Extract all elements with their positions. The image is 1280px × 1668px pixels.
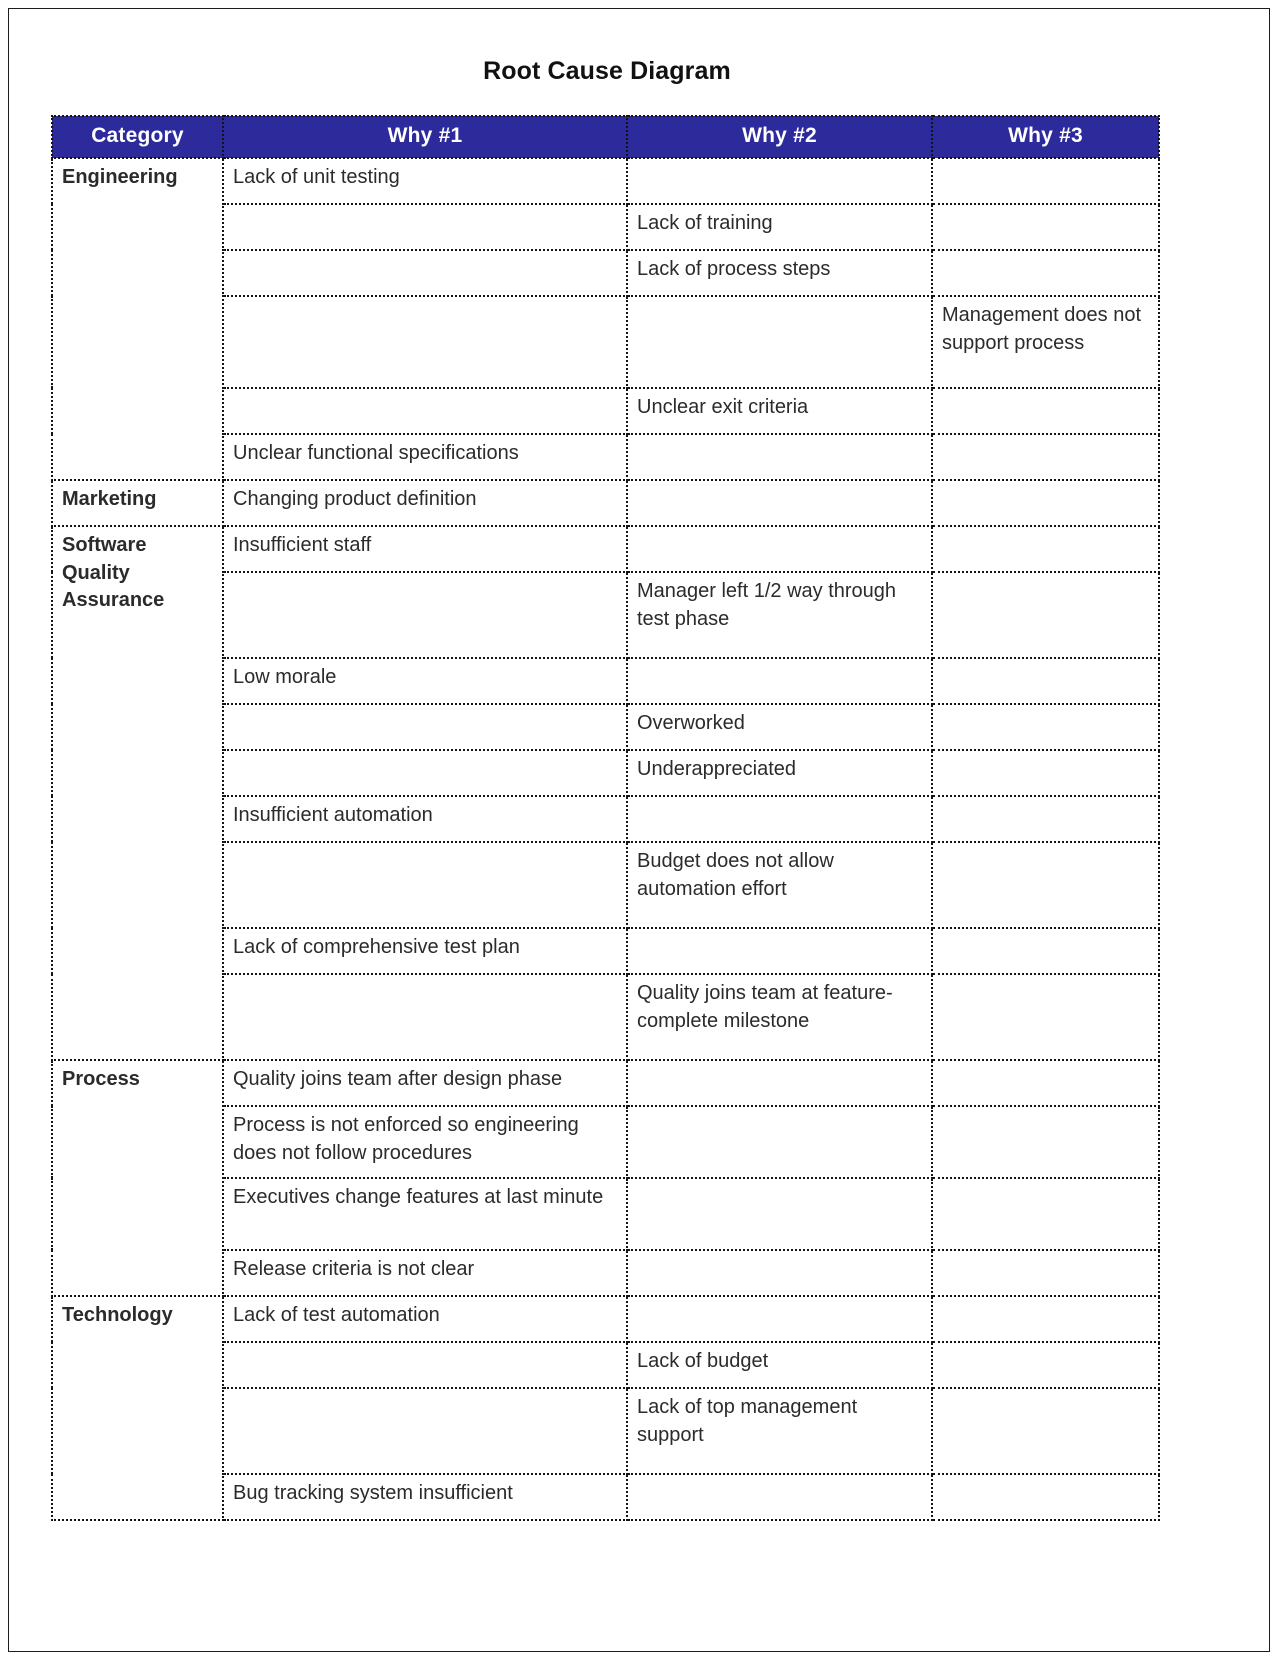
empty-cell-why2 bbox=[627, 928, 932, 974]
empty-cell-why2 bbox=[627, 1474, 932, 1520]
cause-cell-why1: Unclear functional specifications bbox=[223, 434, 627, 480]
cause-cell-why2: Overworked bbox=[627, 704, 932, 750]
empty-cell-why1 bbox=[223, 250, 627, 296]
cause-cell-why2: Lack of top management support bbox=[627, 1388, 932, 1474]
empty-cell-why2 bbox=[627, 158, 932, 204]
cause-cell-why1: Release criteria is not clear bbox=[223, 1250, 627, 1296]
empty-cell-why3 bbox=[932, 704, 1159, 750]
empty-cell-why3 bbox=[932, 204, 1159, 250]
empty-cell-why3 bbox=[932, 842, 1159, 928]
empty-cell-why3 bbox=[932, 928, 1159, 974]
empty-cell-why3 bbox=[932, 1250, 1159, 1296]
table-row bbox=[52, 526, 1159, 572]
empty-cell-why2 bbox=[627, 1178, 932, 1250]
cause-cell-why2: Unclear exit criteria bbox=[627, 388, 932, 434]
empty-cell-why3 bbox=[932, 388, 1159, 434]
root-cause-table bbox=[51, 115, 1160, 1521]
cause-cell-why1: Process is not enforced so engineering does not follow procedures bbox=[223, 1106, 627, 1178]
empty-cell-why2 bbox=[627, 296, 932, 388]
table-body bbox=[52, 158, 1159, 1520]
table-row bbox=[52, 1296, 1159, 1342]
root-cause-table-wrapper bbox=[51, 115, 1158, 1521]
empty-cell-why3 bbox=[932, 1474, 1159, 1520]
cause-cell-why2: Budget does not allow automation effort bbox=[627, 842, 932, 928]
empty-cell-why3 bbox=[932, 796, 1159, 842]
column-header-why1: Why #1 bbox=[223, 116, 627, 158]
empty-cell-why3 bbox=[932, 158, 1159, 204]
cause-cell-why1: Bug tracking system insufficient bbox=[223, 1474, 627, 1520]
cause-cell-why1: Insufficient automation bbox=[223, 796, 627, 842]
page-sheet bbox=[8, 8, 1270, 1652]
cause-cell-why1: Executives change features at last minute bbox=[223, 1178, 627, 1250]
empty-cell-why3 bbox=[932, 1106, 1159, 1178]
cause-cell-why2: Lack of process steps bbox=[627, 250, 932, 296]
cause-cell-why3: Management does not support process bbox=[932, 296, 1159, 388]
empty-cell-why3 bbox=[932, 480, 1159, 526]
empty-cell-why3 bbox=[932, 750, 1159, 796]
empty-cell-why1 bbox=[223, 842, 627, 928]
empty-cell-why3 bbox=[932, 1388, 1159, 1474]
cause-cell-why1: Insufficient staff bbox=[223, 526, 627, 572]
empty-cell-why3 bbox=[932, 974, 1159, 1060]
cause-cell-why1: Lack of unit testing bbox=[223, 158, 627, 204]
empty-cell-why1 bbox=[223, 974, 627, 1060]
empty-cell-why1 bbox=[223, 1388, 627, 1474]
empty-cell-why1 bbox=[223, 704, 627, 750]
table-row bbox=[52, 158, 1159, 204]
cause-cell-why1: Quality joins team after design phase bbox=[223, 1060, 627, 1106]
column-header-category: Category bbox=[52, 116, 223, 158]
category-cell: Process bbox=[52, 1060, 223, 1296]
empty-cell-why3 bbox=[932, 250, 1159, 296]
category-cell: Engineering bbox=[52, 158, 223, 480]
empty-cell-why2 bbox=[627, 434, 932, 480]
empty-cell-why3 bbox=[932, 572, 1159, 658]
empty-cell-why3 bbox=[932, 434, 1159, 480]
empty-cell-why3 bbox=[932, 1296, 1159, 1342]
cause-cell-why1: Changing product definition bbox=[223, 480, 627, 526]
page-title: Root Cause Diagram bbox=[483, 57, 731, 85]
column-header-why2: Why #2 bbox=[627, 116, 932, 158]
empty-cell-why3 bbox=[932, 1342, 1159, 1388]
table-row bbox=[52, 480, 1159, 526]
empty-cell-why3 bbox=[932, 1060, 1159, 1106]
empty-cell-why2 bbox=[627, 1296, 932, 1342]
empty-cell-why2 bbox=[627, 1106, 932, 1178]
empty-cell-why2 bbox=[627, 658, 932, 704]
cause-cell-why2: Lack of training bbox=[627, 204, 932, 250]
empty-cell-why2 bbox=[627, 796, 932, 842]
cause-cell-why2: Lack of budget bbox=[627, 1342, 932, 1388]
empty-cell-why1 bbox=[223, 388, 627, 434]
column-header-why3: Why #3 bbox=[932, 116, 1159, 158]
empty-cell-why1 bbox=[223, 1342, 627, 1388]
category-cell: Software Quality Assurance bbox=[52, 526, 223, 1060]
table-header-row bbox=[52, 116, 1159, 158]
cause-cell-why1: Low morale bbox=[223, 658, 627, 704]
category-cell: Technology bbox=[52, 1296, 223, 1520]
table-row bbox=[52, 1060, 1159, 1106]
cause-cell-why1: Lack of test automation bbox=[223, 1296, 627, 1342]
empty-cell-why1 bbox=[223, 204, 627, 250]
empty-cell-why3 bbox=[932, 658, 1159, 704]
cause-cell-why1: Lack of comprehensive test plan bbox=[223, 928, 627, 974]
cause-cell-why2: Quality joins team at feature-complete milestone bbox=[627, 974, 932, 1060]
table-header bbox=[52, 116, 1159, 158]
cause-cell-why2: Underappreciated bbox=[627, 750, 932, 796]
cause-cell-why2: Manager left 1/2 way through test phase bbox=[627, 572, 932, 658]
empty-cell-why3 bbox=[932, 1178, 1159, 1250]
empty-cell-why1 bbox=[223, 572, 627, 658]
empty-cell-why2 bbox=[627, 1250, 932, 1296]
empty-cell-why1 bbox=[223, 296, 627, 388]
empty-cell-why1 bbox=[223, 750, 627, 796]
category-cell: Marketing bbox=[52, 480, 223, 526]
empty-cell-why2 bbox=[627, 480, 932, 526]
empty-cell-why2 bbox=[627, 526, 932, 572]
empty-cell-why3 bbox=[932, 526, 1159, 572]
empty-cell-why2 bbox=[627, 1060, 932, 1106]
